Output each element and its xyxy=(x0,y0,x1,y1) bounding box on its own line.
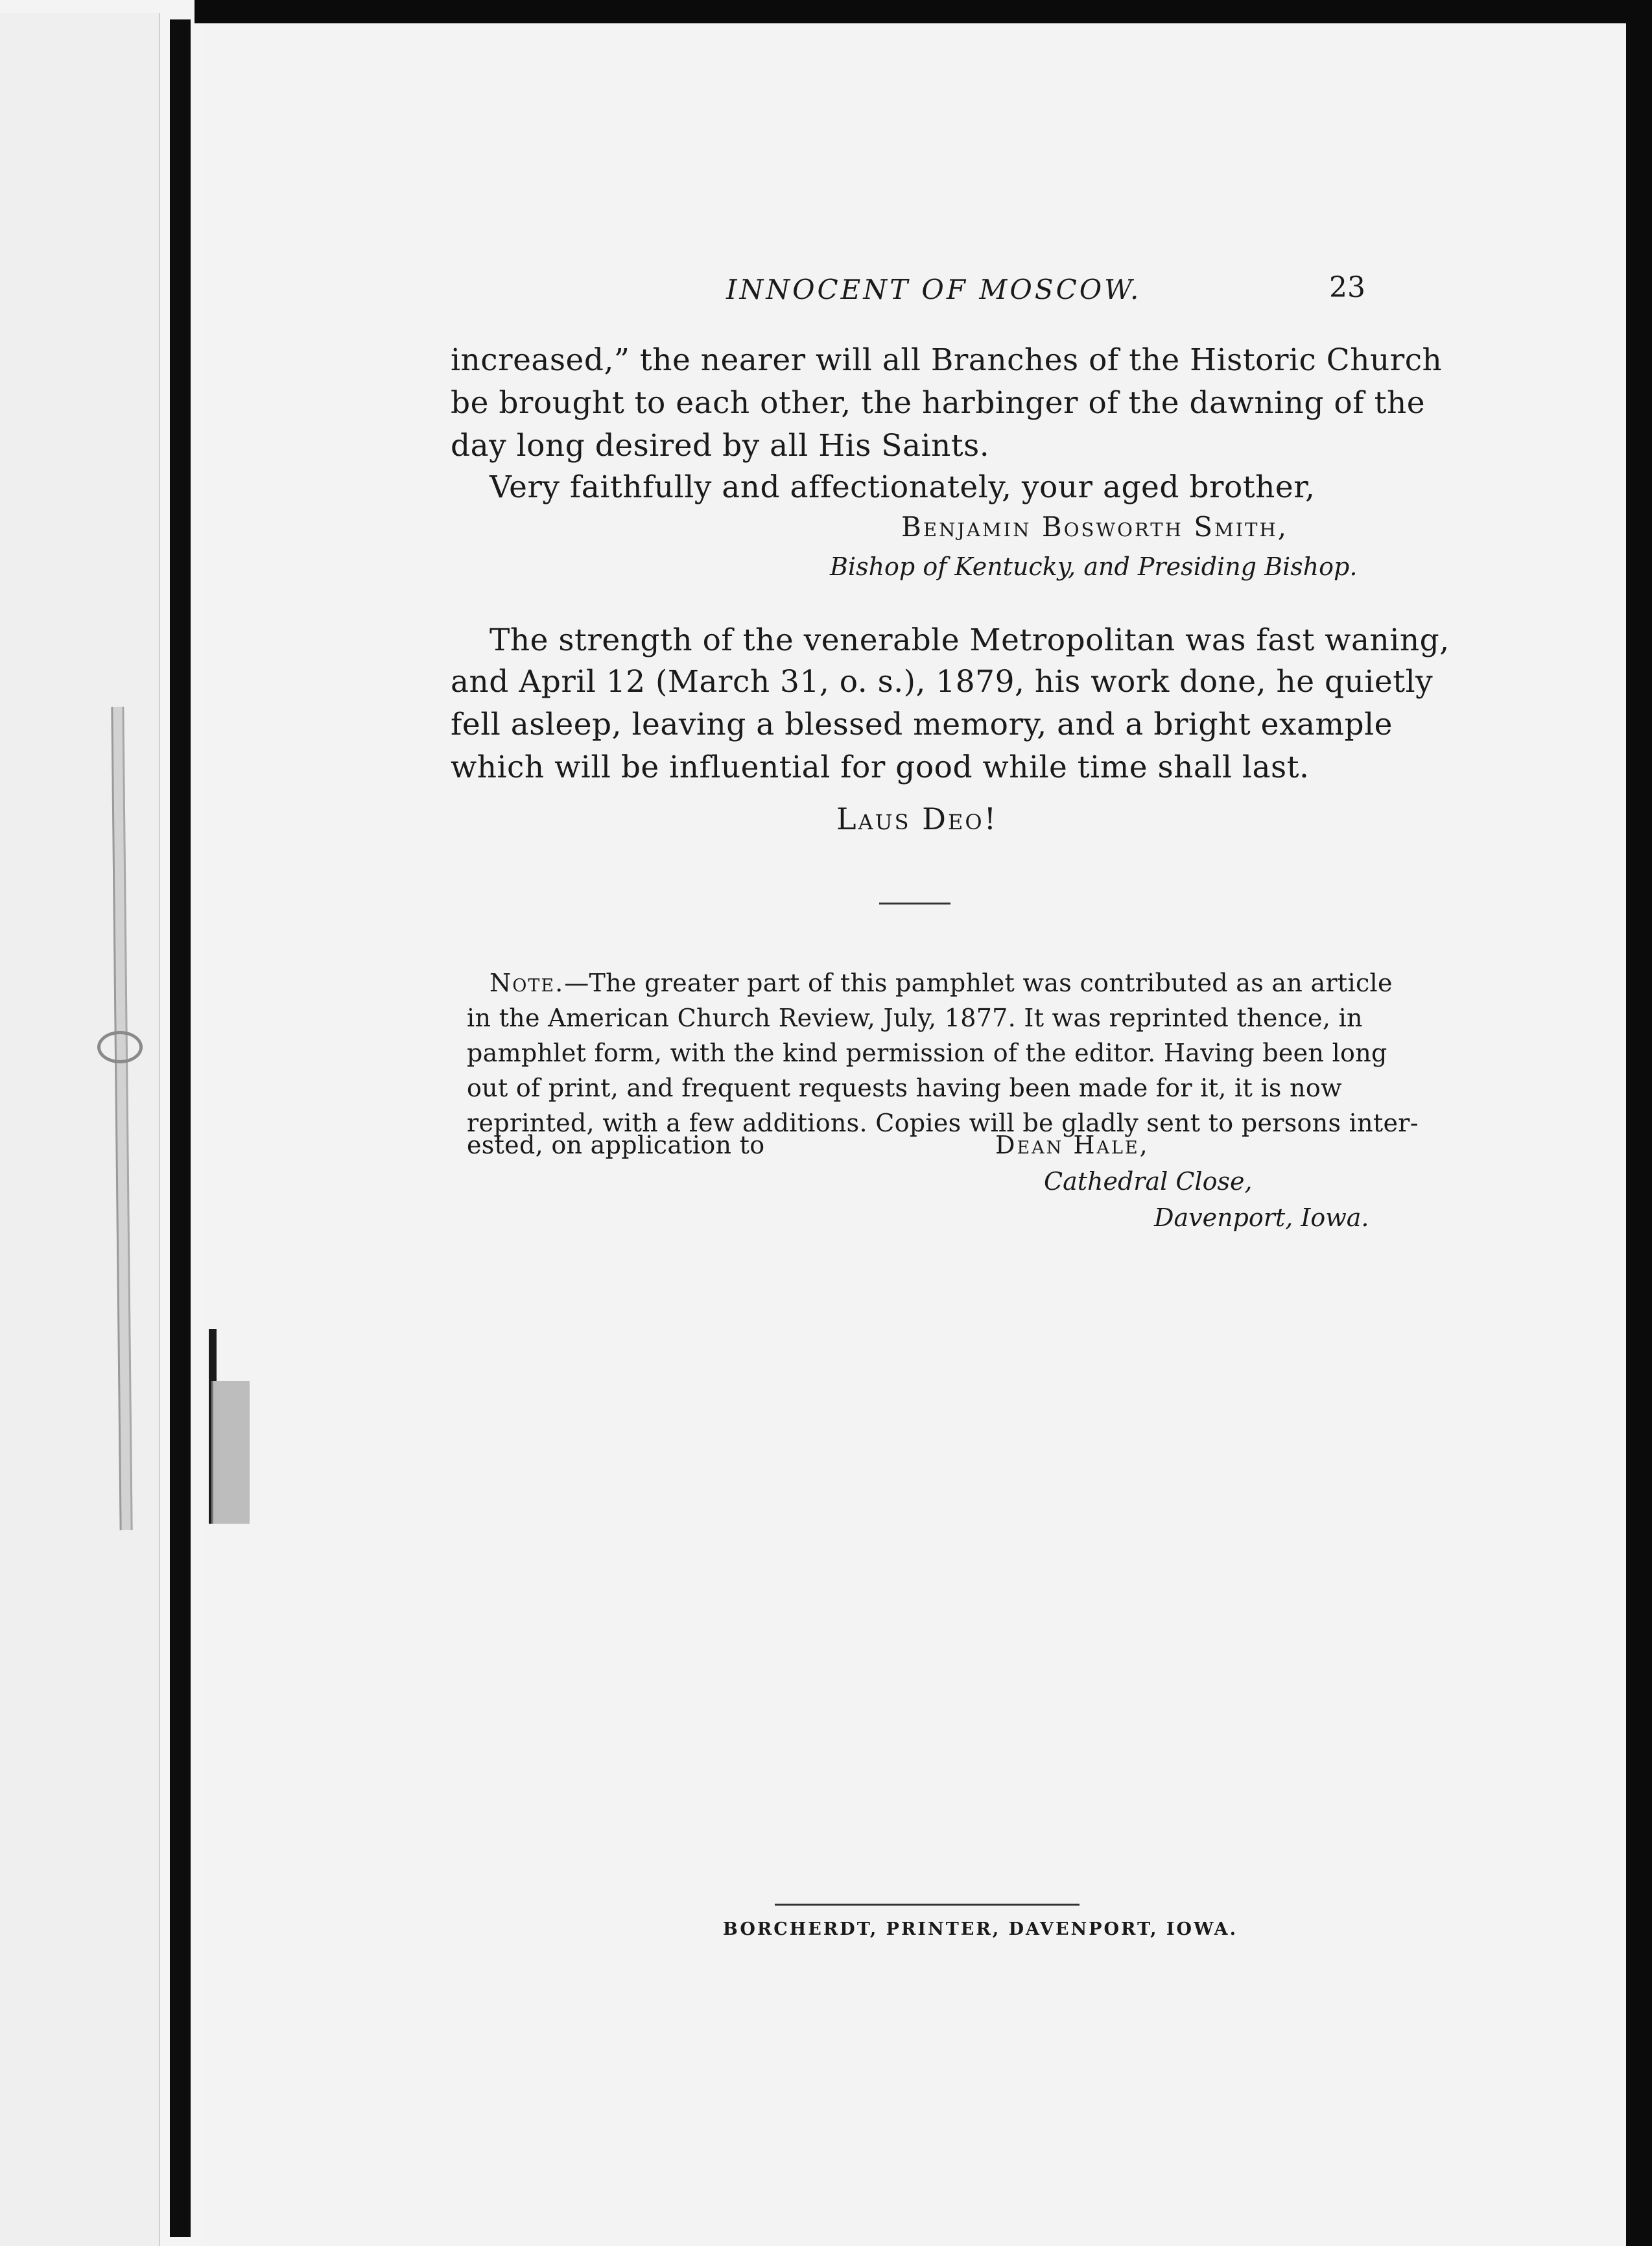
address-name: Dean Hale, xyxy=(995,1131,1150,1159)
binding-knot xyxy=(97,1031,143,1063)
letter-line-3: day long desired by all His Saints. xyxy=(451,428,990,464)
page-number: 23 xyxy=(1329,271,1365,304)
address-line-1: Cathedral Close, xyxy=(1044,1167,1253,1196)
note-label: Note. xyxy=(490,969,565,997)
letter-line-4: Very faithfully and affectionately, your aged brother, xyxy=(490,469,1316,505)
note-line-1 xyxy=(490,969,1393,997)
section-divider xyxy=(879,903,950,904)
closing-line-4: which will be influential for good while time shall last. xyxy=(451,750,1310,785)
note-line-6: ested, on application to xyxy=(467,1131,765,1159)
printer-imprint: BORCHERDT, PRINTER, DAVENPORT, IOWA. xyxy=(723,1919,1238,1939)
laus-deo: Laus Deo! xyxy=(836,801,998,836)
spine-shadow xyxy=(170,19,191,2237)
note-line-3: pamphlet form, with the kind permission of the editor. Having been long xyxy=(467,1039,1387,1067)
letter-line-1: increased,” the nearer will all Branches of the Historic Church xyxy=(451,342,1443,378)
note-line-4: out of print, and frequent requests having been made for it, it is now xyxy=(467,1074,1342,1102)
right-edge-shadow xyxy=(1626,0,1652,2246)
closing-line-3: fell asleep, leaving a blessed memory, and a bright example xyxy=(451,707,1393,742)
note-line-5: reprinted, with a few additions. Copies will be gladly sent to persons inter- xyxy=(467,1109,1419,1137)
address-line-2: Davenport, Iowa. xyxy=(1154,1203,1369,1232)
signature-name: Benjamin Bosworth Smith, xyxy=(901,511,1289,543)
note-line-2: in the American Church Review, July, 1877. It was reprinted thence, in xyxy=(467,1004,1363,1032)
spine-tab xyxy=(211,1381,250,1524)
signature-title: Bishop of Kentucky, and Presiding Bishop. xyxy=(830,552,1358,581)
adjoining-page xyxy=(0,13,160,2246)
printer-rule xyxy=(775,1904,1080,1906)
closing-line-1: The strength of the venerable Metropolitan was fast waning, xyxy=(490,622,1450,658)
top-edge-shadow xyxy=(195,0,1634,23)
running-head: INNOCENT OF MOSCOW. xyxy=(726,274,1142,305)
closing-line-2: and April 12 (March 31, o. s.), 1879, his work done, he quietly xyxy=(451,664,1434,700)
letter-line-2: be brought to each other, the harbinger of the dawning of the xyxy=(451,385,1426,421)
note-text-1: —The greater part of this pamphlet was contributed as an article xyxy=(564,969,1393,997)
